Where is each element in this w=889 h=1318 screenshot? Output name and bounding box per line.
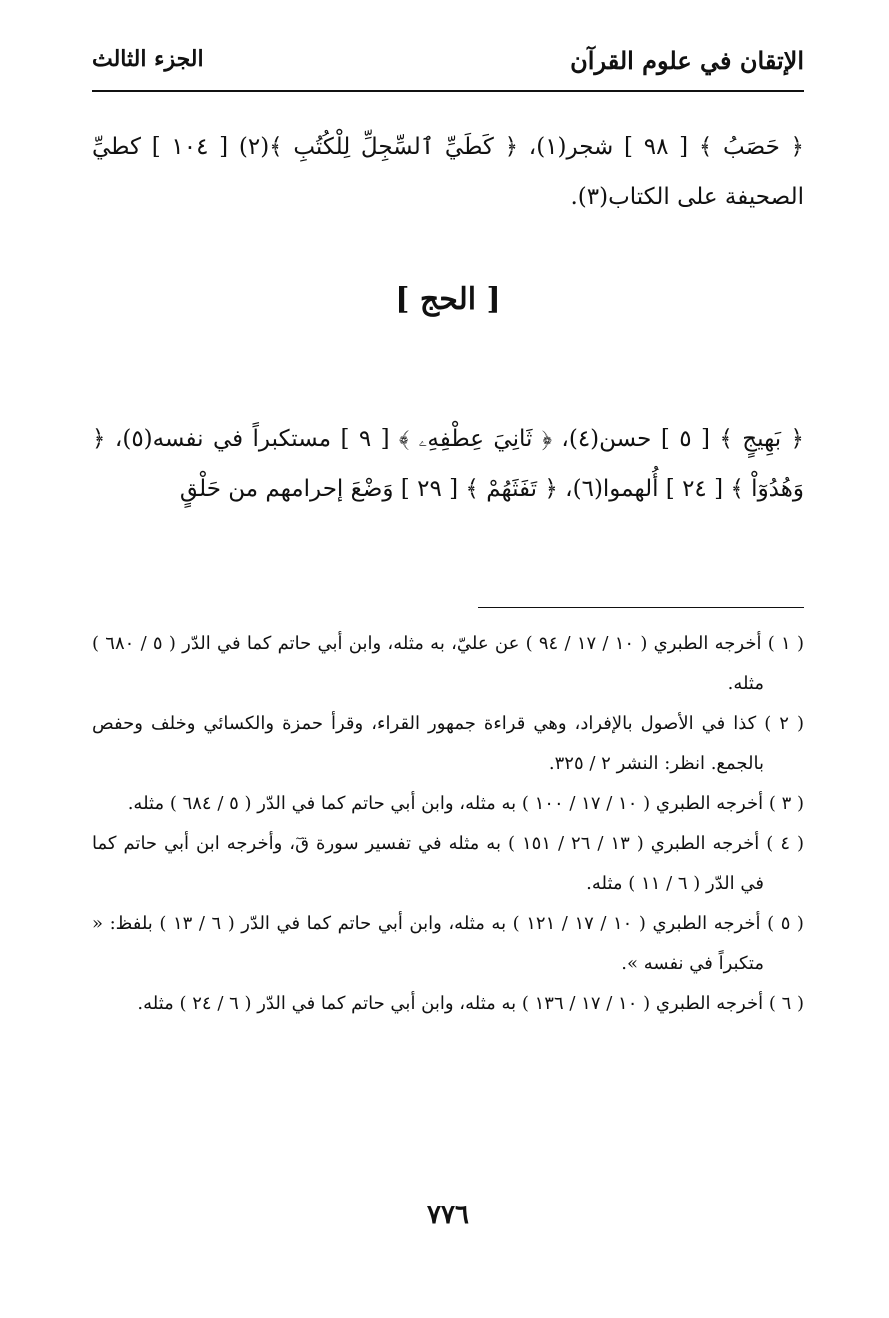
page-number: ٧٧٦	[427, 1200, 469, 1230]
book-title: الإتقان في علوم القرآن	[570, 46, 804, 75]
part-label: الجزء الثالث	[92, 46, 204, 72]
body-paragraph-1: ﴿ حَصَبُ ﴾ [ ٩٨ ] شجر(١)، ﴿ كَطَيِّ ٱلسِّجِلِّ لِلْكُتُبِ ﴾(٢) [ ١٠٤ ] كطيِّ الصحيفة على الكتاب(٣).	[92, 134, 804, 210]
chapter-heading: [ الحج ]	[395, 282, 501, 317]
footnotes	[92, 624, 804, 1024]
footnote-4: ( ٤ ) أخرجه الطبري ( ١٣ / ٢٦ / ١٥١ ) به مثله في تفسير سورة قٓ، وأخرجه ابن أبي حاتم كما في الدّر ( ٦ / ١١ ) مثله.	[92, 833, 804, 894]
footnote-5: ( ٥ ) أخرجه الطبري ( ١٠ / ١٧ / ١٢١ ) به مثله، وابن أبي حاتم كما في الدّر ( ٦ / ١٣ ) بلفظ: « متكبراً في نفسه ».	[92, 913, 804, 974]
body-paragraph-2: ﴿ بَهِيجٍ ﴾ [ ٥ ] حسن(٤)، ﴿ ثَانِيَ عِطْفِهِۦ ﴾ [ ٩ ] مستكبراً في نفسه(٥)، ﴿ وَهُدُوٓاْ ﴾ [ ٢٤ ] أُلهموا(٦)، ﴿ تَفَثَهُمْ ﴾ [ ٢٩ ] وَضْعَ إحرامهم من حَلْقٍ	[92, 426, 804, 502]
running-header	[92, 36, 804, 92]
footnote-6: ( ٦ ) أخرجه الطبري ( ١٠ / ١٧ / ١٣٦ ) به مثله، وابن أبي حاتم كما في الدّر ( ٦ / ٢٤ ) مثله.	[137, 993, 804, 1014]
footnote-separator	[478, 607, 804, 608]
document-page	[92, 36, 804, 1286]
footnote-2: ( ٢ ) كذا في الأصول بالإفراد، وهي قراءة جمهور القراء، وقرأ حمزة والكسائي وخلف وحفص بالجمع. انظر: النشر ٢ / ٣٢٥.	[92, 713, 804, 774]
footnote-3: ( ٣ ) أخرجه الطبري ( ١٠ / ١٧ / ١٠٠ ) به مثله، وابن أبي حاتم كما في الدّر ( ٥ / ٦٨٤ ) مثله.	[127, 793, 804, 814]
footnote-1: ( ١ ) أخرجه الطبري ( ١٠ / ١٧ / ٩٤ ) عن عليّ، به مثله، وابن أبي حاتم كما في الدّر ( ٥ / ٦٨٠ ) مثله.	[92, 633, 804, 694]
